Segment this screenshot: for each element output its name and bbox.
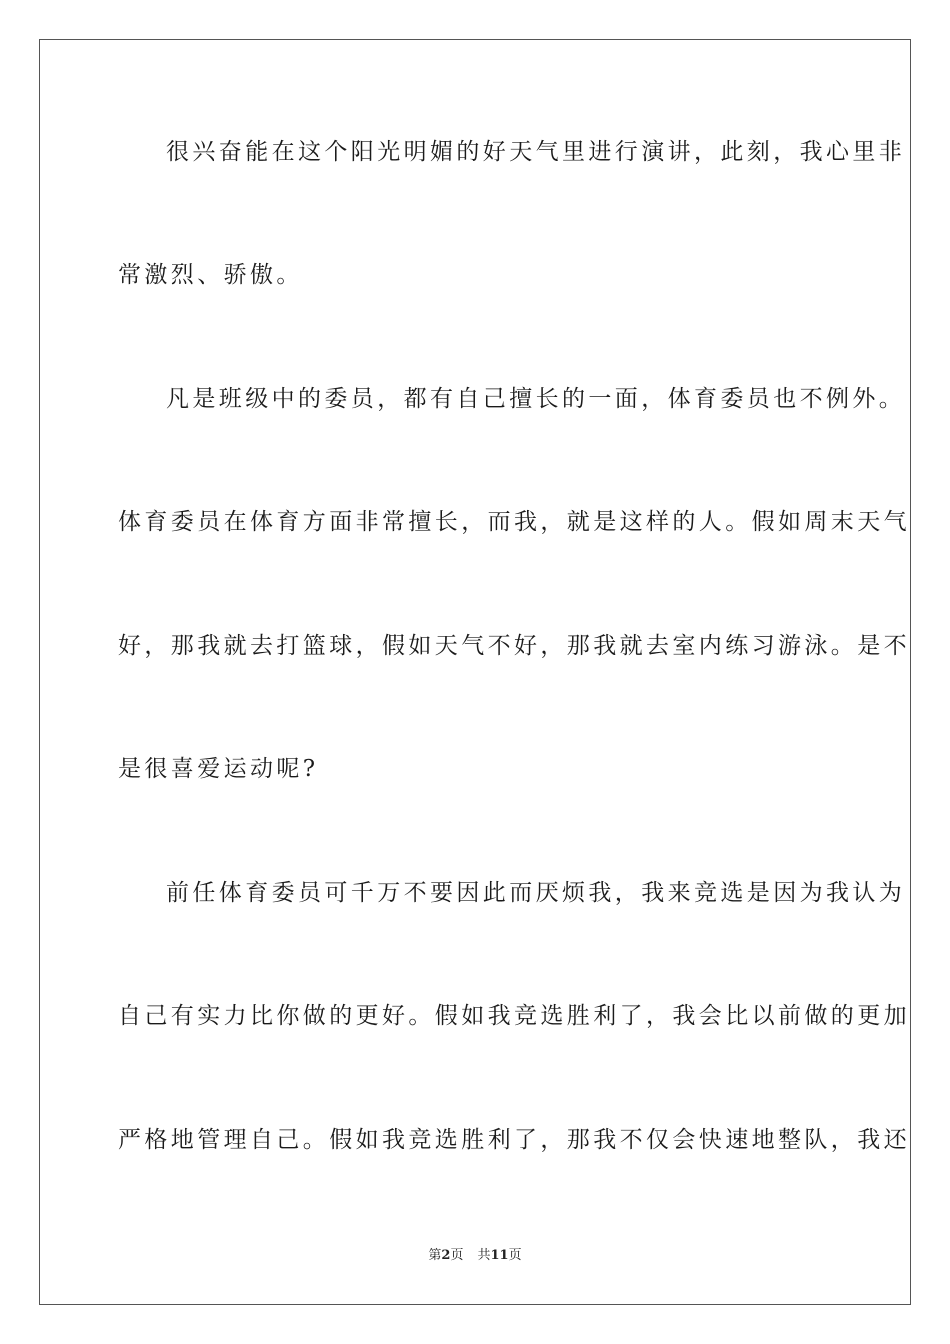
paragraph-2-line-4: 是很喜爱运动呢?: [118, 756, 319, 782]
page-number: 2: [441, 1248, 451, 1263]
paragraph-3-line-3: 严格地管理自己。假如我竞选胜利了，那我不仅会快速地整队，我还: [118, 1127, 910, 1153]
page-suffix: 页: [450, 1248, 464, 1263]
paragraph-1-line-2: 常激烈、骄傲。: [118, 262, 303, 288]
paragraph-3-line-2: 自己有实力比你做的更好。假如我竞选胜利了，我会比以前做的更加: [118, 1003, 910, 1029]
paragraph-2-line-1: 凡是班级中的委员，都有自己擅长的一面，体育委员也不例外。: [166, 386, 906, 412]
total-prefix: 共: [477, 1248, 491, 1263]
paragraph-2-line-2: 体育委员在体育方面非常擅长，而我，就是这样的人。假如周末天气: [118, 509, 910, 535]
paragraph-2-line-3: 好，那我就去打篮球，假如天气不好，那我就去室内练习游泳。是不: [118, 633, 910, 659]
total-pages: 11: [490, 1248, 509, 1263]
total-suffix: 页: [508, 1248, 522, 1263]
paragraph-1-line-1: 很兴奋能在这个阳光明媚的好天气里进行演讲，此刻，我心里非: [166, 139, 906, 165]
page-footer: [0, 1247, 950, 1265]
paragraph-3-line-1: 前任体育委员可千万不要因此而厌烦我，我来竞选是因为我认为: [166, 880, 906, 906]
page-prefix: 第: [428, 1248, 442, 1263]
page-border: [39, 39, 911, 1305]
